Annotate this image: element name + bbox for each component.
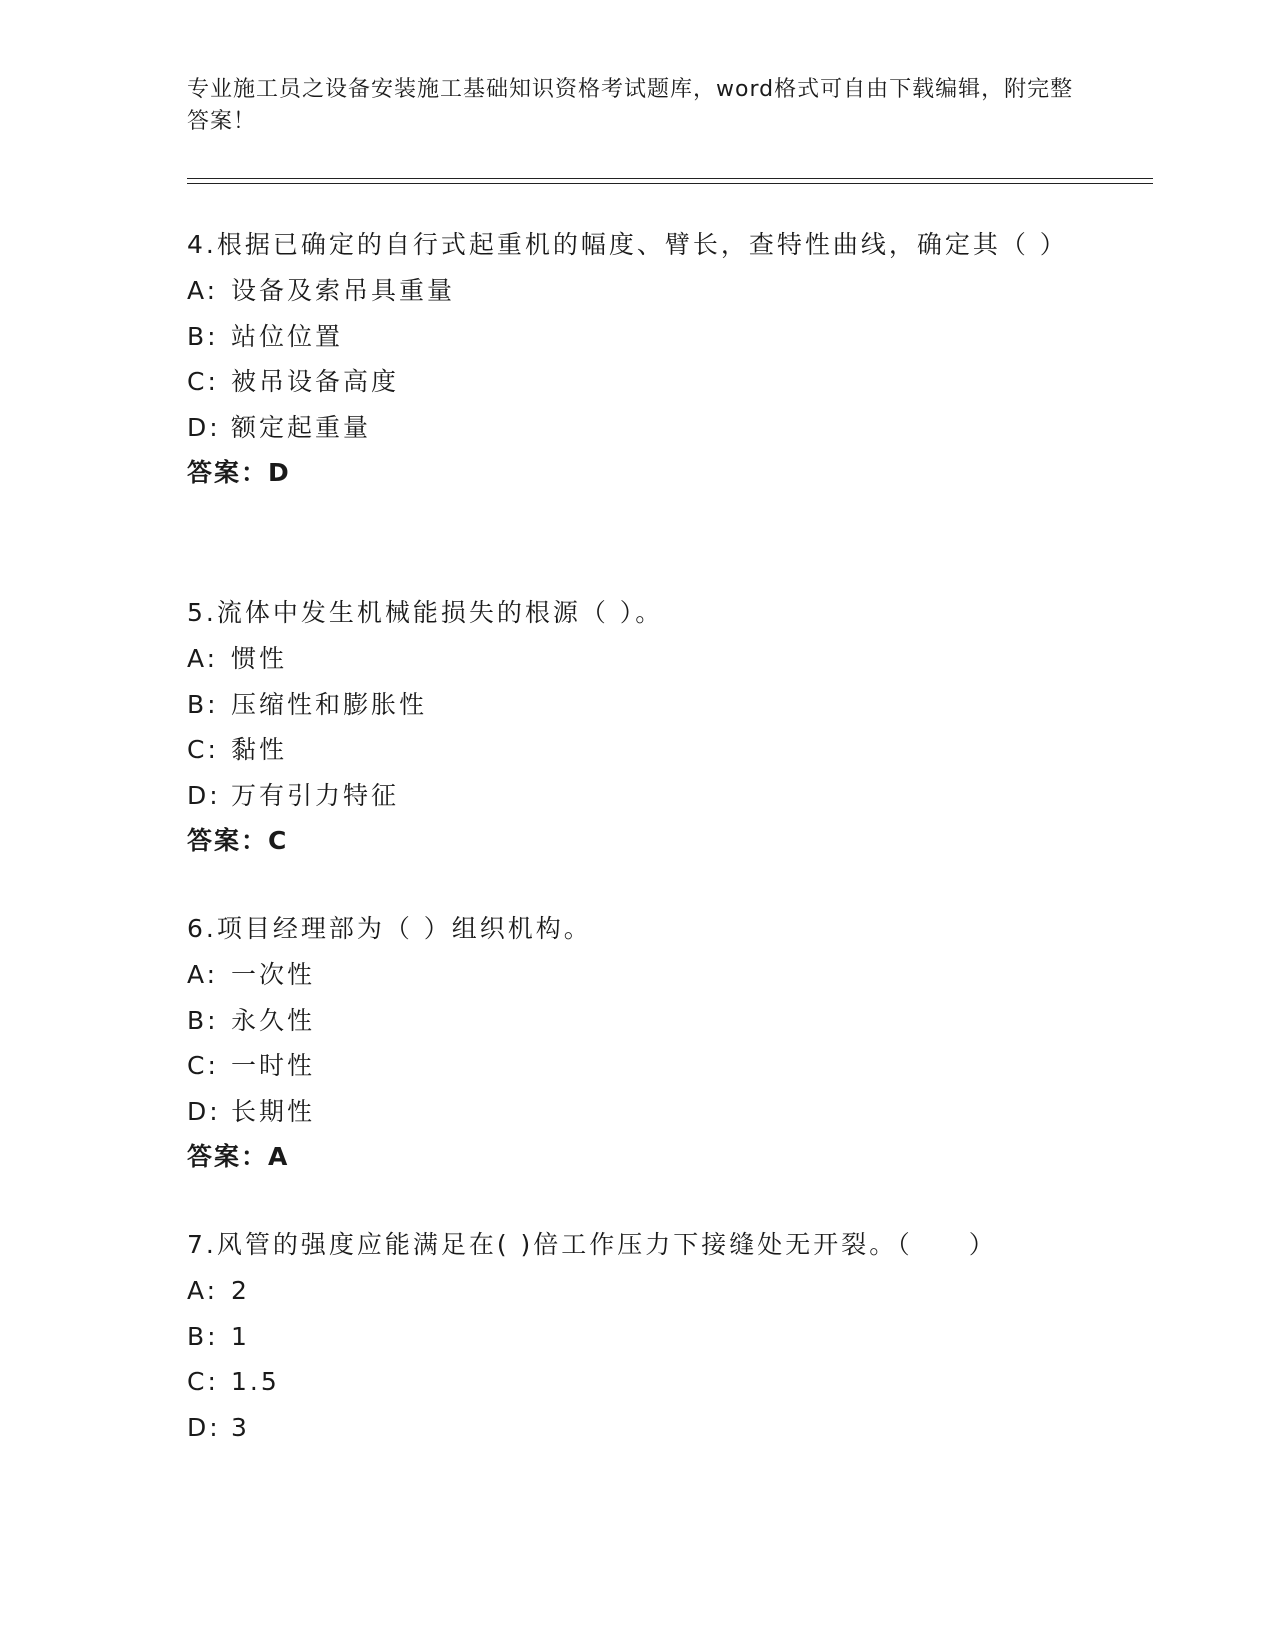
answer-label: 答案：D: [187, 458, 291, 487]
option-c: C: 一时性: [187, 1051, 316, 1080]
option-c: C: 黏性: [187, 735, 288, 764]
option-c: C: 被吊设备高度: [187, 367, 400, 396]
question-6: [187, 906, 1087, 1180]
option-d: D: 长期性: [187, 1096, 316, 1126]
option-a: A: 2: [187, 1276, 250, 1305]
document-header: 专业施工员之设备安装施工基础知识资格考试题库，word格式可自由下载编辑，附完整答案！: [187, 77, 1074, 134]
option-d: D: 额定起重量: [187, 412, 372, 442]
question-title: 5.流体中发生机械能损失的根源（ ）。: [187, 598, 664, 627]
question-5: [187, 590, 1087, 864]
question-title: 6.项目经理部为（ ）组织机构。: [187, 914, 592, 943]
header-divider-bottom: [187, 183, 1153, 184]
option-b: B: 1: [187, 1321, 250, 1351]
option-d: D: 万有引力特征: [187, 780, 400, 810]
header-divider-top: [187, 178, 1153, 179]
option-a: A: 一次性: [187, 960, 316, 989]
option-a: A: 惯性: [187, 644, 288, 673]
option-c: C: 1.5: [187, 1367, 280, 1396]
option-b: B: 站位位置: [187, 321, 344, 351]
question-title: 7.风管的强度应能满足在( )倍工作压力下接缝处无开裂。（ ）: [187, 1230, 997, 1259]
answer-label: 答案：A: [187, 1142, 290, 1171]
question-7: [187, 1222, 1087, 1450]
option-d: D: 3: [187, 1412, 250, 1442]
option-a: A: 设备及索吊具重量: [187, 276, 456, 305]
question-4: [187, 222, 1087, 496]
option-b: B: 压缩性和膨胀性: [187, 689, 428, 719]
question-title: 4.根据已确定的自行式起重机的幅度、臂长，查特性曲线，确定其（ ）: [187, 230, 1068, 259]
option-b: B: 永久性: [187, 1005, 316, 1035]
answer-label: 答案：C: [187, 826, 289, 855]
